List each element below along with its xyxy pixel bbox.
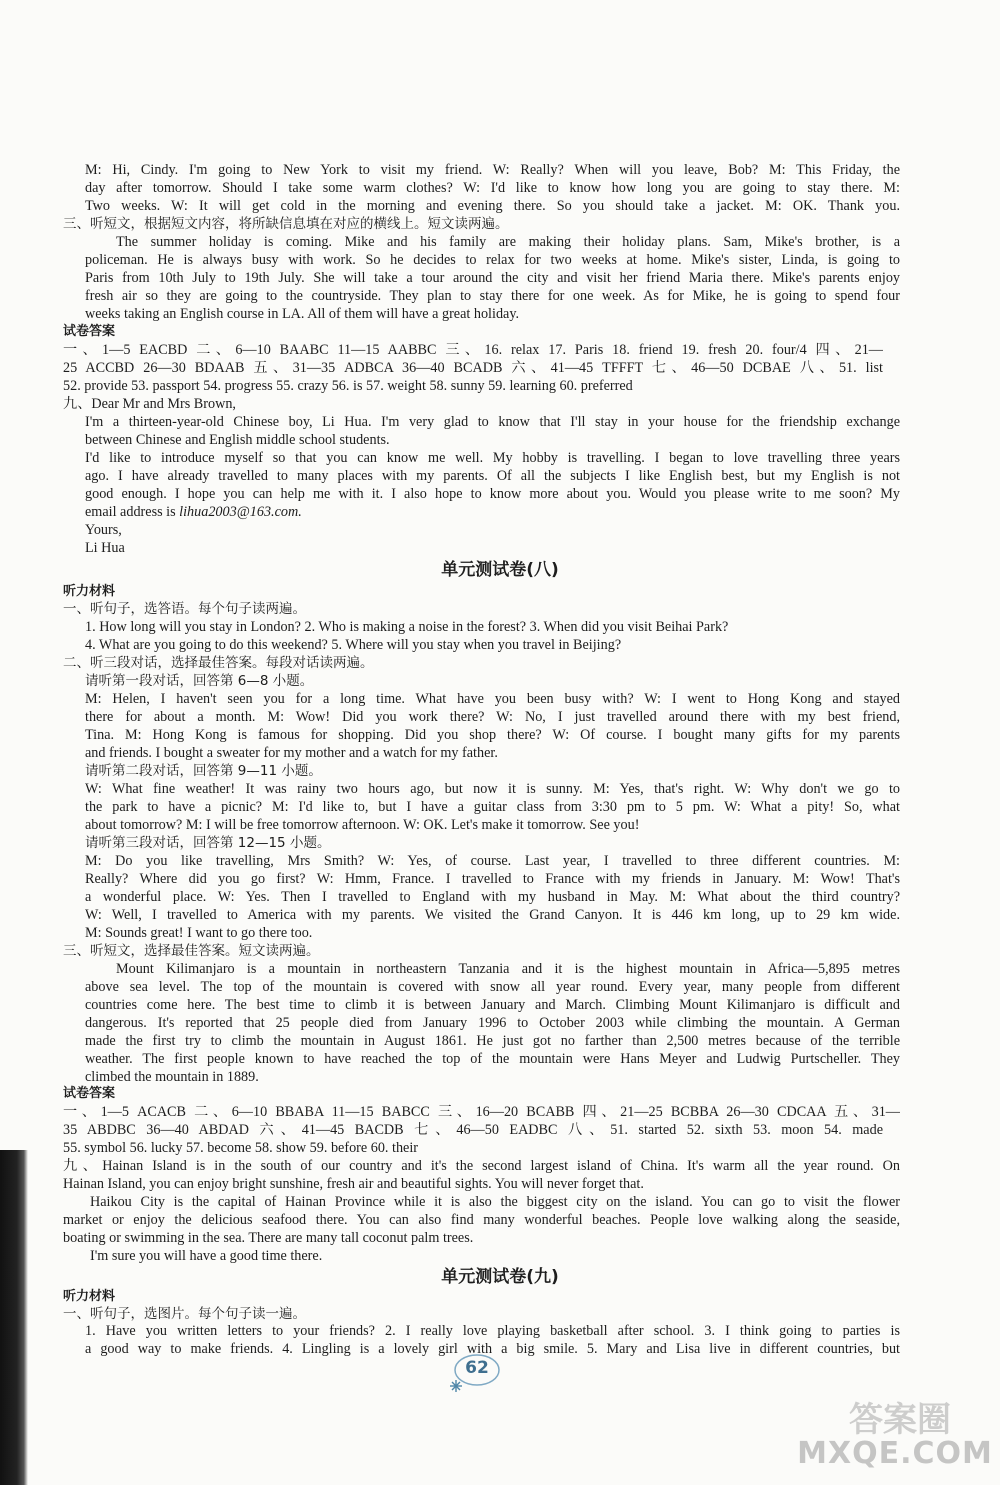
text-line: Two weeks. W: It will get cold in the morning and evening there. So you should take a jacket. M: OK. Thank you. xyxy=(85,198,900,214)
text-line: countries come here. The best time to climb it is between January and March. Climbing Mount Kilimanjaro is difficult and xyxy=(85,997,900,1013)
text-line: above sea level. The top of the mountain is covered with snow all year round. Every year, many people from different xyxy=(85,979,900,995)
text-line: I'd like to introduce myself so that you can know me well. My hobby is travelling. I began to love travelling three years xyxy=(85,450,900,466)
watermark-logo-text: 答案圈 xyxy=(849,1400,951,1440)
text-line: W: What fine weather! It was rainy two hours ago, but now it is sunny. M: Yes, that's right. W: Why don't we go to xyxy=(85,781,900,797)
answer-line: 25 ACCBD 26—30 BDAAB 五、31—35 ADBCA 36—40 BCADB 六、41—45 TFFFT 七、46—50 DCBAE 八、51. list xyxy=(63,360,883,376)
text-line: made the first try to climb the mountain in August 1861. He just got no farther than 2,500 metres because of the terrible xyxy=(85,1033,900,1049)
unit-test-heading-9: 单元测试卷(九) xyxy=(441,1267,559,1287)
section-instruction: 三、听短文，选择最佳答案。短文读两遍。 xyxy=(63,943,320,959)
sub-instruction: 请听第三段对话，回答第 12—15 小题。 xyxy=(85,835,331,851)
text-line: good enough. I hope you can help me with it. I also hope to know more about you. Would you please write to me soon? My xyxy=(85,486,900,502)
text-line: I'm sure you will have a good time there. xyxy=(90,1248,323,1264)
text-line: M: Helen, I haven't seen you for a long time. What have you been busy with? W: I went to Hong Kong and stayed xyxy=(85,691,900,707)
text-line: 1. How long will you stay in London? 2. Who is making a noise in the forest? 3. When did you visit Beihai Park? xyxy=(85,619,729,635)
answer-line: 52. provide 53. passport 54. progress 55. crazy 56. is 57. weight 58. sunny 59. learning 60. preferred xyxy=(63,378,633,394)
text-line: 九、Hainan Island is in the south of our country and it's the second largest island of China. It's warm all the year round. On xyxy=(63,1158,900,1174)
text-line: weather. The first people known to have reached the top of the mountain were Hans Meyer and Ludwig Purtscheller. They xyxy=(85,1051,900,1067)
text-line: a good way to make friends. 4. Lingling is a lovely girl with a big smile. 5. Mary and Lisa live in different countries, but xyxy=(85,1341,900,1357)
text-line: I'm a thirteen-year-old Chinese boy, Li Hua. I'm very glad to know that I'll stay in your house for the friendship exchange xyxy=(85,414,900,430)
text-line: M: Sounds great! I want to go there too. xyxy=(85,925,313,941)
answer-line: 一、1—5 EACBD 二、6—10 BAABC 11—15 AABBC 三、16. relax 17. Paris 18. friend 19. fresh 20. four/4 四、21— xyxy=(63,342,883,358)
section-instruction: 一、听句子，选答语。每个句子读两遍。 xyxy=(63,601,306,617)
answers-label: 试卷答案 xyxy=(63,1086,116,1101)
section-instruction: 一、听句子，选图片。每个句子读一遍。 xyxy=(63,1306,306,1322)
text-line: M: Hi, Cindy. I'm going to New York to visit my friend. W: Really? When will you leave, Bob? M: This Friday, the xyxy=(85,162,900,178)
letter-salutation: 九、Dear Mr and Mrs Brown, xyxy=(63,396,236,412)
text-line: and friends. I bought a sweater for my mother and a watch for my father. xyxy=(85,745,498,761)
watermark-logo xyxy=(795,1392,995,1482)
text-line: 1. Have you written letters to your friends? 2. I really love playing basketball after school. 3. I think going to parties is xyxy=(85,1323,900,1339)
email-address: lihua2003@163.com. xyxy=(179,504,302,520)
text-line: W: Well, I travelled to America with my parents. We visited the Grand Canyon. It is 446 km long, up to 29 km wide. xyxy=(85,907,900,923)
section-instruction: 二、听三段对话，选择最佳答案。每段对话读两遍。 xyxy=(63,655,374,671)
answer-line: 35 ABDBC 36—40 ABDAD 六、41—45 BACDB 七、46—50 EADBC 八、51. started 52. sixth 53. moon 54. made xyxy=(63,1122,883,1138)
letter-closing: Yours, xyxy=(85,522,122,538)
text-line: Paris from 10th July to 19th July. She will take a tour around the city and visit her friend Maria there. Mike's parents enjoy xyxy=(85,270,900,286)
text-line: between Chinese and English middle school students. xyxy=(85,432,390,448)
email-label: email address is xyxy=(85,504,176,520)
sub-instruction: 请听第二段对话，回答第 9—11 小题。 xyxy=(85,763,322,779)
text-line xyxy=(85,503,900,521)
page-number: 62 xyxy=(465,1358,489,1378)
text-line: a wonderful place. W: Yes. Then I travelled to England with my husband in May. M: What about the third country? xyxy=(85,889,900,905)
text-line: Tina. M: Hong Kong is famous for shopping. Did you shop there? W: Of course. I bought many gifts for my parents xyxy=(85,727,900,743)
text-line: ago. I have already travelled to many places with my parents. Of all the subjects I like English best, but my English is not xyxy=(85,468,900,484)
letter-signature: Li Hua xyxy=(85,540,125,556)
text-line: policeman. He is always busy with work. So he decides to relax for two weeks at home. Mike's sister, Linda, is going to xyxy=(85,252,900,268)
watermark-site: MXQE.COM xyxy=(797,1436,993,1471)
text-line: boating or swimming in the sea. There are many tall coconut palm trees. xyxy=(63,1230,474,1246)
text-line: day after tomorrow. Should I take some warm clothes? W: I'd like to know how long you are going to stay there. M: xyxy=(85,180,900,196)
page-number-badge xyxy=(448,1350,506,1394)
text-line: dangerous. It's reported that 25 people died from January 1996 to October 2003 while climbing the mountain. A German xyxy=(85,1015,900,1031)
answers-label: 试卷答案 xyxy=(63,324,116,339)
text-line: Haikou City is the capital of Hainan Province while it is also the biggest city on the island. You can go to visit the flower xyxy=(90,1194,900,1210)
answer-line: 55. symbol 56. lucky 57. become 58. show 59. before 60. their xyxy=(63,1140,419,1156)
text-line: weeks taking an English course in LA. All of them will have a great holiday. xyxy=(85,306,520,322)
text-line: about tomorrow? M: I will be free tomorrow afternoon. W: OK. Let's make it tomorrow. See you! xyxy=(85,817,640,833)
text-line: The summer holiday is coming. Mike and his family are making their holiday plans. Sam, Mike's brother, is a xyxy=(116,234,900,250)
text-line: Really? Where did you go first? W: Hmm, France. I travelled to France with my friends in January. M: Wow! That's xyxy=(85,871,900,887)
sub-instruction: 请听第一段对话，回答第 6—8 小题。 xyxy=(85,673,314,689)
scan-edge-shadow xyxy=(0,1150,28,1485)
text-line: there for about a month. M: Wow! Did you work there? W: No, I just travelled around there with my best friend, xyxy=(85,709,900,725)
unit-test-heading-8: 单元测试卷(八) xyxy=(441,560,559,580)
text-line: 4. What are you going to do this weekend? 5. Where will you stay when you travel in Beijing? xyxy=(85,637,622,653)
answer-line: 一、1—5 ACACB 二、6—10 BBABA 11—15 BABCC 三、16—20 BCABB 四、21—25 BCBBA 26—30 CDCAA 五、31— xyxy=(63,1104,900,1120)
text-line: market or enjoy the delicious seafood there. You can also find many wonderful beaches. People love walking along the seaside, xyxy=(63,1212,900,1228)
text-line: the park to have a picnic? M: I'd like to, but I have a guitar class from 3:30 pm to 5 pm. W: What a pity! So, what xyxy=(85,799,900,815)
text-line: M: Do you like travelling, Mrs Smith? W: Yes, of course. Last year, I travelled to three different countries. M: xyxy=(85,853,900,869)
text-line: Hainan Island, you can enjoy bright sunshine, fresh air and beautiful sights. You will never forget that. xyxy=(63,1176,644,1192)
text-line: Mount Kilimanjaro is a mountain in northeastern Tanzania and it is the highest mountain in Africa—5,895 metres xyxy=(116,961,900,977)
listening-material-label: 听力材料 xyxy=(63,584,116,599)
section-instruction: 三、听短文，根据短文内容，将所缺信息填在对应的横线上。短文读两遍。 xyxy=(63,216,509,232)
listening-material-label: 听力材料 xyxy=(63,1289,116,1304)
text-line: fresh air so they are going to the countryside. They plan to stay there for one week. As for Mike, he is going to spend four xyxy=(85,288,900,304)
text-line: climbed the mountain in 1889. xyxy=(85,1069,259,1085)
